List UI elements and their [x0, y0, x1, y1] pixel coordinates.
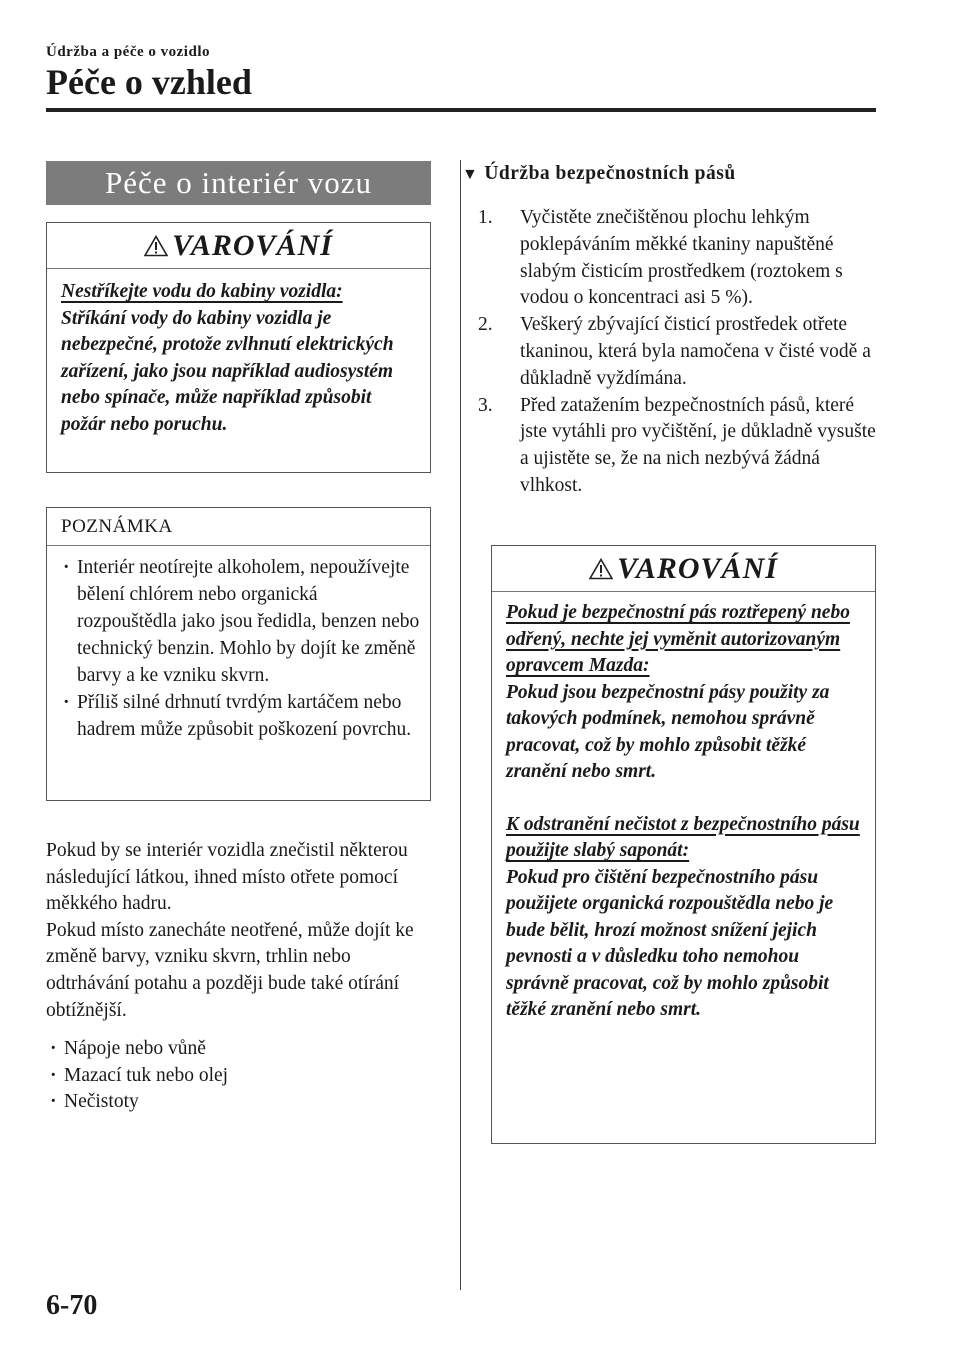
column-divider	[460, 160, 461, 1290]
warning-heading: Nestříkejte vodu do kabiny vozidla:	[61, 281, 343, 302]
note-item: · Interiér neotírejte alkoholem, nepoužívejte bělení chlórem nebo organická rozpouštědla jako jsou ředidla, benzen nebo technický benzin. Mohlo by dojít ke změně barvy a ke vzniku skvrn.	[61, 554, 420, 689]
step-text: Před zatažením bezpečnostních pásů, které jste vytáhli pro vyčištění, je důkladně vysušte a ujistěte se, že na nich nezbývá žádná vlhkost.	[520, 394, 876, 496]
breadcrumb: Údržba a péče o vozidlo	[46, 44, 210, 60]
note-header: POZNÁMKA	[47, 508, 430, 546]
step-number: 3.	[478, 394, 493, 416]
warning-box	[491, 545, 876, 1144]
note-list	[47, 546, 430, 743]
step-item	[478, 393, 878, 500]
list-item: · Nápoje nebo vůně	[46, 1036, 436, 1063]
warning-text: Stříkání vody do kabiny vozidla je nebezpečné, protože zvlhnutí elektrických zařízení, jako jsou například audiosystém nebo spínače, může například způsobit požár nebo poruchu.	[61, 307, 394, 435]
body-text	[46, 838, 436, 1116]
warning-text: Pokud pro čištění bezpečnostního pásu použijete organická rozpouštědla nebo je bude bělit, hrozí možnost snížení jejich pevnosti a v důsledku toho nemohou správně pracovat, což by mohlo způsobit těžké zranění nebo smrt.	[506, 866, 834, 1020]
subsection-heading-text: Údržba bezpečnostních pásů	[484, 163, 736, 184]
subsection-heading	[462, 163, 736, 185]
body-paragraph: Pokud místo zanecháte neotřené, může dojít ke změně barvy, vzniku skvrn, trhlin nebo odtrhávání potahu a později bude také otírání obtížnější.	[46, 919, 414, 1021]
header-rule	[46, 108, 876, 112]
warning-body	[492, 592, 875, 1024]
step-text: Vyčistěte znečištěnou plochu lehkým poklepáváním měkké tkaniny napuštěné slabým čisticím prostředkem (roztokem s vodou o koncentraci asi 5 %).	[520, 207, 843, 309]
page-title: Péče o vzhled	[46, 62, 252, 102]
warning-text: Pokud jsou bezpečnostní pásy použity za takových podmínek, nemohou správně pracovat, což by mohlo způsobit těžké zranění nebo smrt.	[506, 681, 830, 782]
warning-header	[492, 546, 875, 592]
warning-label: VAROVÁNÍ	[172, 228, 333, 262]
section-title-banner: Péče o interiér vozu	[46, 161, 431, 205]
page-number: 6-70	[46, 1290, 98, 1321]
steps-list	[478, 205, 878, 500]
note-item: · Příliš silné drhnutí tvrdým kartáčem nebo hadrem může způsobit poškození povrchu.	[61, 689, 420, 743]
warning-header	[47, 223, 430, 269]
warning-triangle-icon	[589, 558, 613, 580]
note-box	[46, 507, 431, 801]
warning-box	[46, 222, 431, 473]
warning-heading: K odstranění nečistot z bezpečnostního pásu použijte slabý saponát:	[506, 813, 860, 861]
warning-heading: Pokud je bezpečnostní pás roztřepený nebo odřený, nechte jej vyměnit autorizovaným opravcem Mazda:	[506, 602, 850, 676]
list-item: · Mazací tuk nebo olej	[46, 1063, 436, 1090]
warning-body	[47, 269, 430, 438]
list-item: · Nečistoty	[46, 1089, 436, 1116]
step-number: 1.	[478, 207, 493, 228]
step-item	[478, 312, 878, 392]
triangle-down-icon: ▼	[462, 166, 479, 183]
substance-list	[46, 1036, 436, 1116]
step-text: Veškerý zbývající čisticí prostředek otřete tkaninou, která byla namočena v čisté vodě a důkladně vyždímána.	[520, 314, 871, 389]
step-number: 2.	[478, 314, 493, 336]
body-paragraph: Pokud by se interiér vozidla znečistil některou následující látkou, ihned místo otřete pomocí měkkého hadru.	[46, 840, 408, 915]
step-item	[478, 205, 878, 312]
warning-label: VAROVÁNÍ	[617, 551, 778, 585]
warning-triangle-icon	[144, 235, 168, 257]
